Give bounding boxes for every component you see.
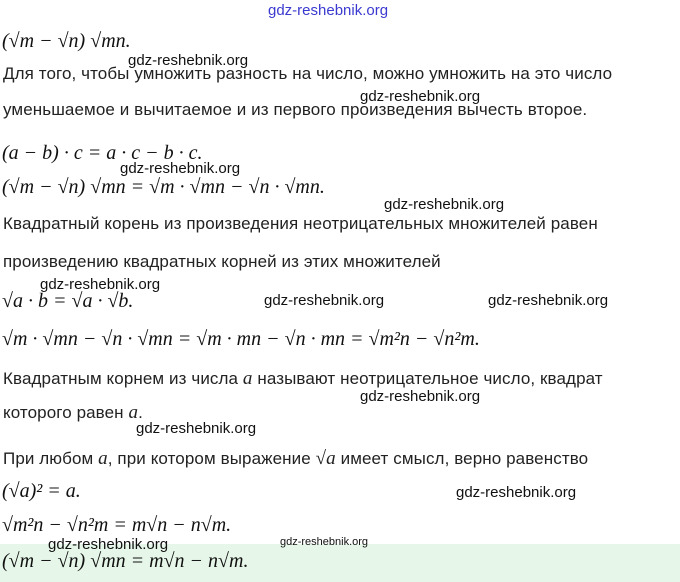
paragraph-line: Для того, чтобы умножить разность на число, можно умножить на это число <box>3 64 613 83</box>
paragraph-line: Квадратный корень из произведения неотрицательных множителей равен <box>3 214 598 233</box>
text: называют неотрицательное число, квадрат <box>252 369 603 388</box>
variable: a <box>242 368 253 389</box>
text: При любом <box>3 449 99 468</box>
text: имеет смысл, верно равенство <box>335 449 589 468</box>
watermark-small: gdz-reshebnik.org <box>280 536 369 548</box>
root-expression: √a <box>315 448 336 469</box>
paragraph-line <box>3 368 603 390</box>
paragraph-line: произведению квадратных корней из этих множителей <box>3 252 441 271</box>
watermark: gdz-reshebnik.org <box>360 388 481 405</box>
watermark: gdz-reshebnik.org <box>120 160 241 177</box>
watermark: gdz-reshebnik.org <box>40 276 161 293</box>
paragraph-line <box>3 402 143 424</box>
watermark: gdz-reshebnik.org <box>384 196 505 213</box>
formula-result: √m²n − √n²m = m√n − n√m. <box>2 514 232 536</box>
variable: a <box>128 402 139 423</box>
formula-square-of-root: (√a)² = a. <box>2 480 81 502</box>
text: Квадратным корнем из числа <box>3 369 243 388</box>
watermark: gdz-reshebnik.org <box>360 88 481 105</box>
formula-expression: (√m − √n) √mn. <box>2 30 131 52</box>
text: которого равен <box>3 403 129 422</box>
watermark: gdz-reshebnik.org <box>136 420 257 437</box>
answer-formula: (√m − √n) √mn = m√n − n√m. <box>2 550 249 572</box>
text: , при котором выражение <box>107 449 316 468</box>
paragraph-line: уменьшаемое и вычитаемое и из первого произведения вычесть второе. <box>3 100 588 119</box>
formula-expanded: (√m − √n) √mn = √m · √mn − √n · √mn. <box>2 176 325 198</box>
text: . <box>138 403 143 422</box>
watermark: gdz-reshebnik.org <box>488 292 609 309</box>
watermark: gdz-reshebnik.org <box>48 536 169 553</box>
watermark: gdz-reshebnik.org <box>456 484 577 501</box>
formula-simplified: √m · √mn − √n · √mn = √m · mn − √n · mn = √m²n − √n²m. <box>2 328 480 350</box>
formula-root-product: √a · b = √a · √b. <box>2 290 134 312</box>
variable: a <box>98 448 108 469</box>
watermark-top: gdz-reshebnik.org <box>268 2 389 19</box>
paragraph-line <box>3 448 588 470</box>
watermark: gdz-reshebnik.org <box>128 52 249 69</box>
watermark: gdz-reshebnik.org <box>264 292 385 309</box>
formula-distributive: (a − b) · c = a · c − b · c. <box>2 142 203 164</box>
